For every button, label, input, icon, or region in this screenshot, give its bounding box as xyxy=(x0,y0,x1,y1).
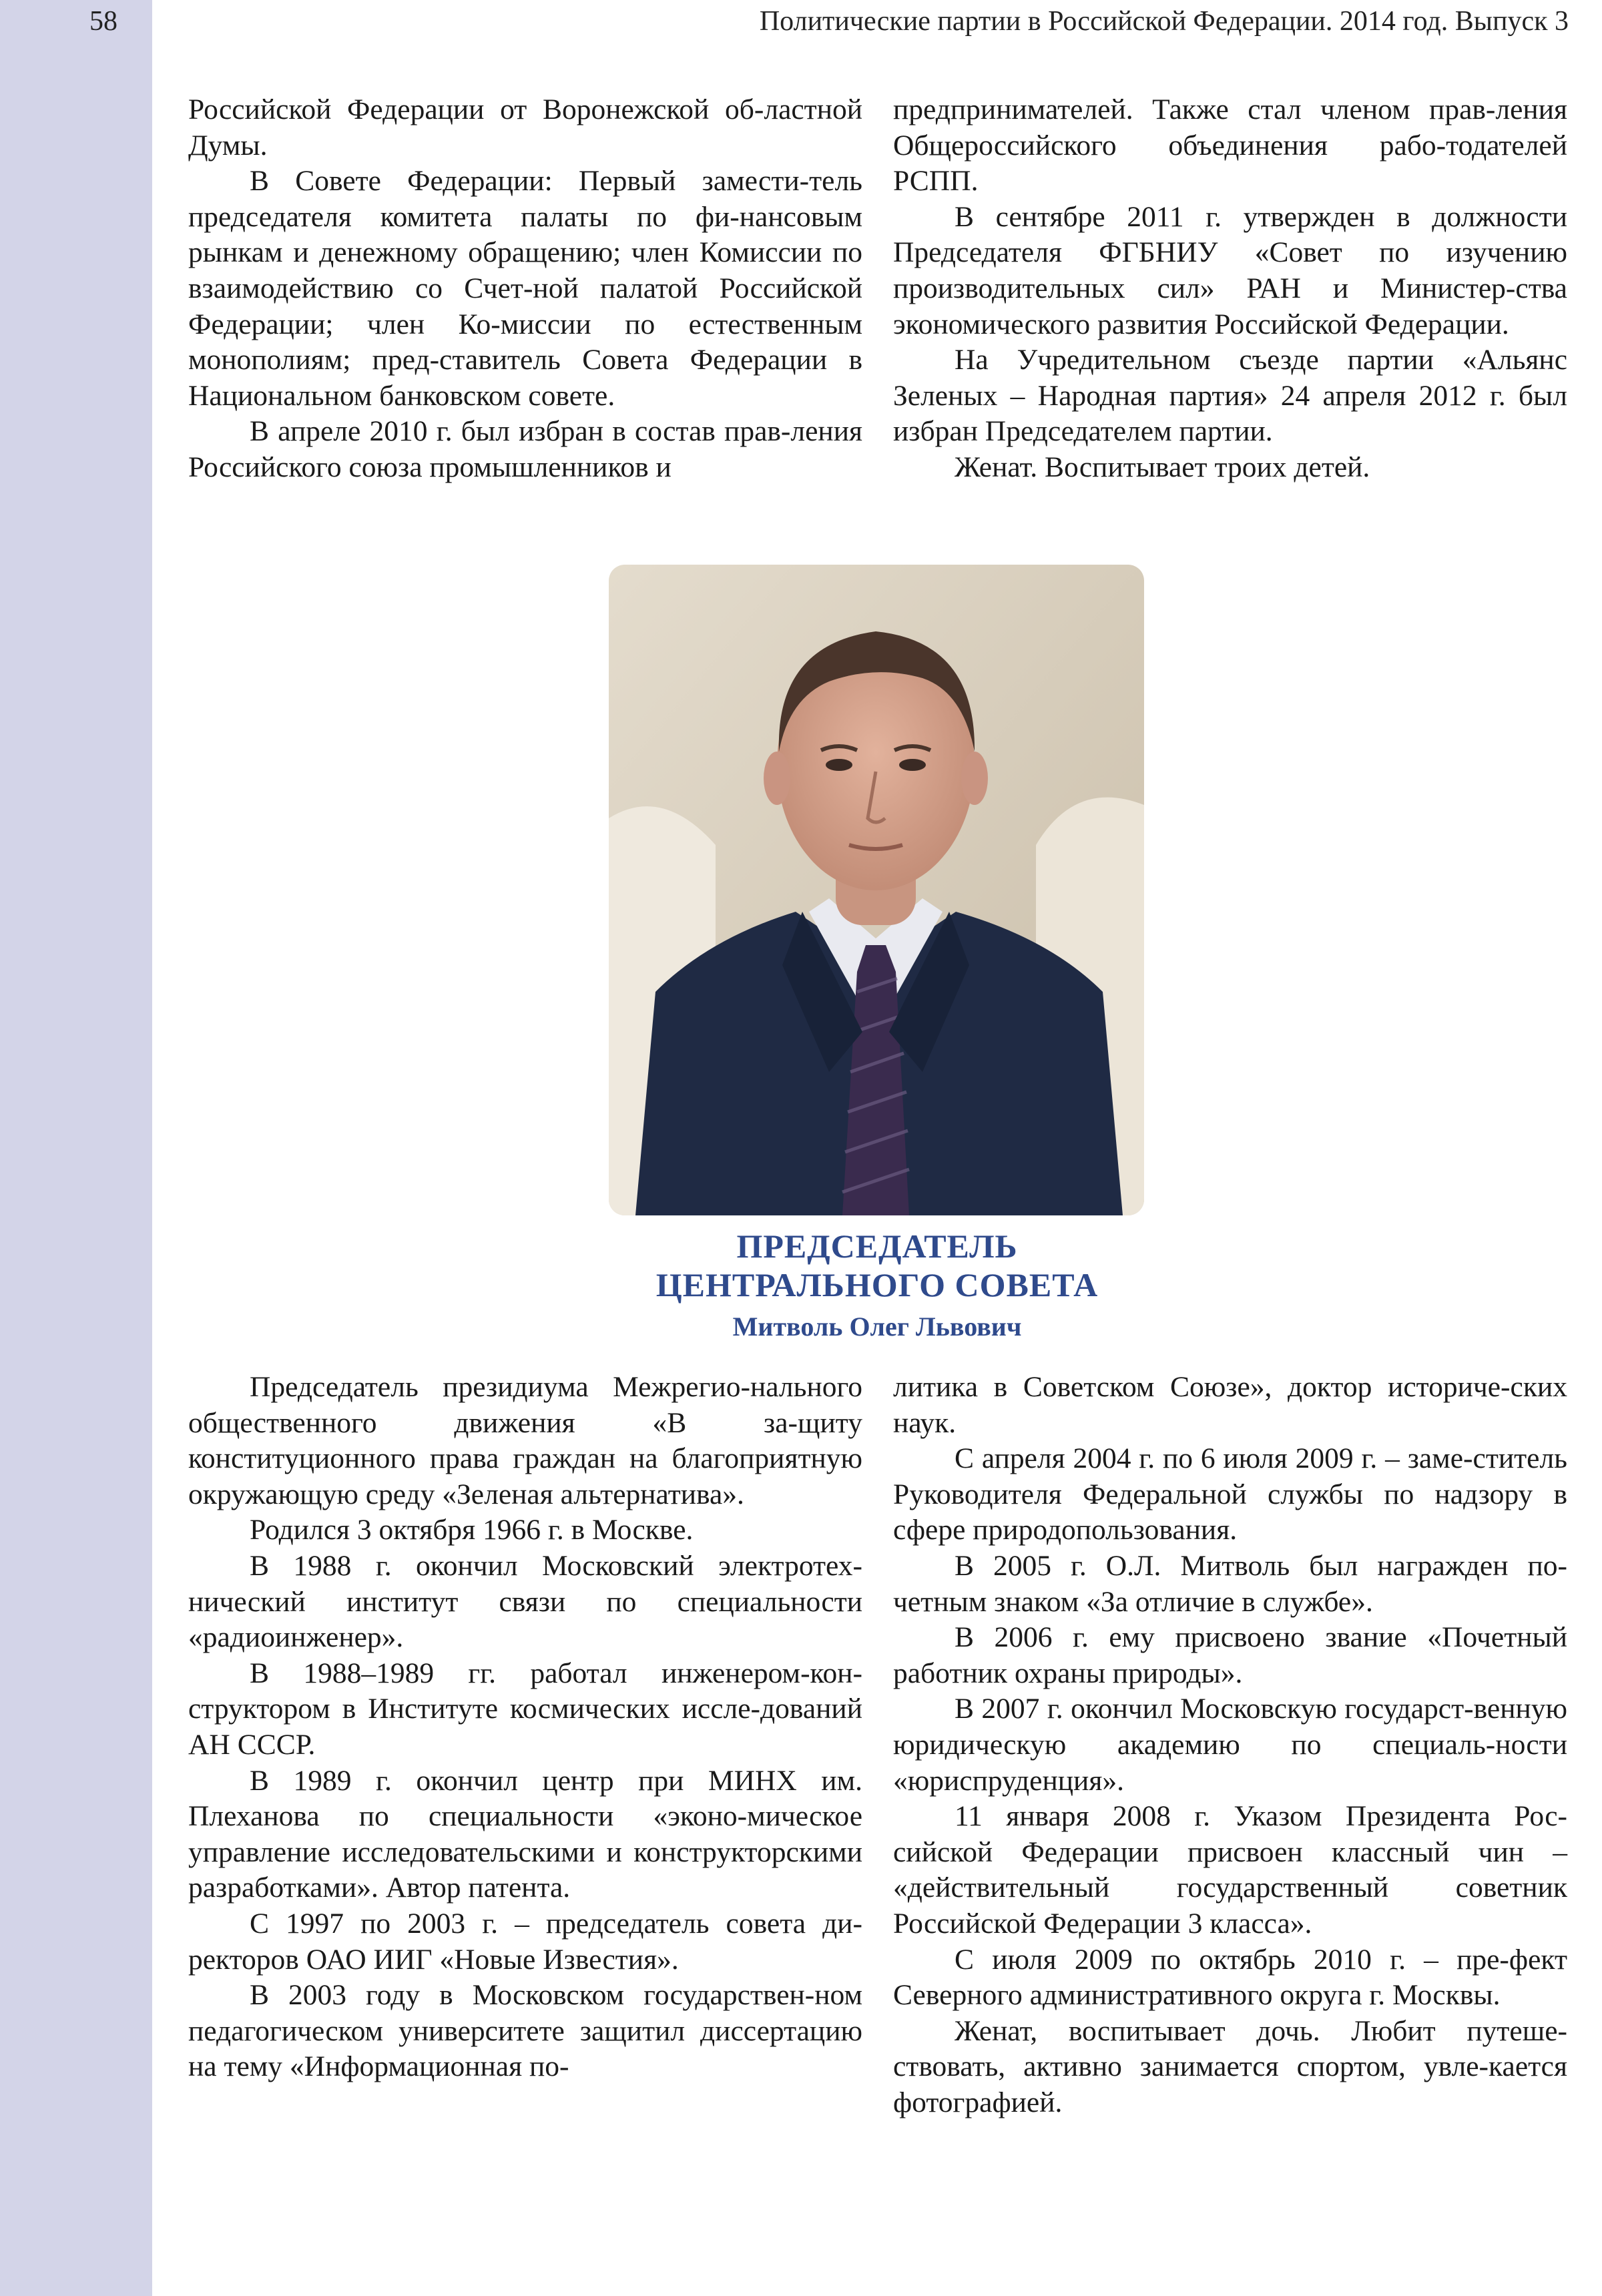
paragraph: Женат, воспитывает дочь. Любит путеше-ствовать, активно занимается спортом, увле-кается фотографией. xyxy=(893,2014,1567,2118)
caption-person-name: Митволь Олег Львович xyxy=(732,1312,1022,1342)
paragraph: Родился 3 октября 1966 г. в Москве. xyxy=(250,1514,694,1546)
paragraph: В Совете Федерации: Первый замести-тель председателя комитета палаты по фи-нансовым рынкам и денежному обращению; член Комиссии по взаимодействию со Счет-ной палатой Российской Федерации; член Ко-миссии по естественным монополиям; пред-ставитель Совета Федерации в Национальном банковском совете. xyxy=(188,165,862,412)
paragraph: На Учредительном съезде партии «Альянс Зеленых – Народная партия» 24 апреля 2012 г. был избран Председателем партии. xyxy=(893,344,1567,448)
portrait-photo xyxy=(609,565,1144,1215)
text-column-bottom-left xyxy=(188,1370,862,2085)
paragraph: В сентябре 2011 г. утвержден в должности Председателя ФГБНИУ «Совет по изучению производительных сил» РАН и Министер-ства экономического развития Российской Федерации. xyxy=(893,200,1567,340)
running-header: Политические партии в Российской Федерации. 2014 год. Выпуск 3 xyxy=(759,6,1569,37)
paragraph: С апреля 2004 г. по 6 июля 2009 г. – заме-ститель Руководителя Федеральной службы по надзору в сфере природопользования. xyxy=(893,1442,1567,1546)
paragraph: Российской Федерации от Воронежской об-ластной Думы. xyxy=(188,93,862,162)
text-column-top-right xyxy=(893,92,1567,486)
caption-title-line-2: ЦЕНТРАЛЬНОГО СОВЕТА xyxy=(655,1266,1099,1304)
paragraph: С 1997 по 2003 г. – председатель совета ди-ректоров ОАО ИИГ «Новые Известия». xyxy=(188,1907,862,1976)
paragraph: В 1988 г. окончил Московский электротех-нический институт связи по специальности «радиоинженер». xyxy=(188,1549,862,1654)
text-column-bottom-right xyxy=(893,1370,1567,2120)
paragraph: В 1989 г. окончил центр при МИНХ им. Плеханова по специальности «эконо-мическое управление исследовательскими и конструкторскими разработками». Автор патента. xyxy=(188,1764,862,1904)
page-number: 58 xyxy=(89,6,117,37)
caption-title-line-1: ПРЕДСЕДАТЕЛЬ xyxy=(736,1227,1018,1265)
portrait-photo-icon xyxy=(609,565,1144,1215)
paragraph: Женат. Воспитывает троих детей. xyxy=(955,451,1370,483)
paragraph: предпринимателей. Также стал членом прав-ления Общероссийского объединения рабо-тодателей РСПП. xyxy=(893,93,1567,198)
page-margin-band xyxy=(0,0,152,2296)
paragraph: В 2005 г. О.Л. Митволь был награжден по-четным знаком «За отличие в службе». xyxy=(893,1549,1567,1618)
paragraph: литика в Советском Союзе», доктор историче-ских наук. xyxy=(893,1371,1567,1439)
paragraph: В 1988–1989 гг. работал инженером-кон-структором в Институте космических иссле-дований АН СССР. xyxy=(188,1657,862,1761)
paragraph: В 2007 г. окончил Московскую государст-венную юридическую академию по специаль-ности «юриспруденция». xyxy=(893,1693,1567,1797)
paragraph: Председатель президиума Межрегио-нального общественного движения «В за-щиту конституционного права граждан на благоприятную окружающую среду «Зеленая альтернатива». xyxy=(188,1371,862,1510)
paragraph: С июля 2009 по октябрь 2010 г. – пре-фект Северного административного округа г. Москвы. xyxy=(893,1943,1567,2012)
paragraph: В 2006 г. ему присвоено звание «Почетный работник охраны природы». xyxy=(893,1621,1567,1689)
paragraph: В апреле 2010 г. был избран в состав прав-ления Российского союза промышленников и xyxy=(188,415,862,483)
paragraph: В 2003 году в Московском государствен-ном педагогическом университете защитил диссертацию на тему «Информационная по- xyxy=(188,1979,862,2083)
text-column-top-left xyxy=(188,92,862,486)
paragraph: 11 января 2008 г. Указом Президента Рос-сийской Федерации присвоен классный чин – «действительный государственный советник Российской Федерации 3 класса». xyxy=(893,1800,1567,1940)
caption-title xyxy=(152,1227,1602,1304)
